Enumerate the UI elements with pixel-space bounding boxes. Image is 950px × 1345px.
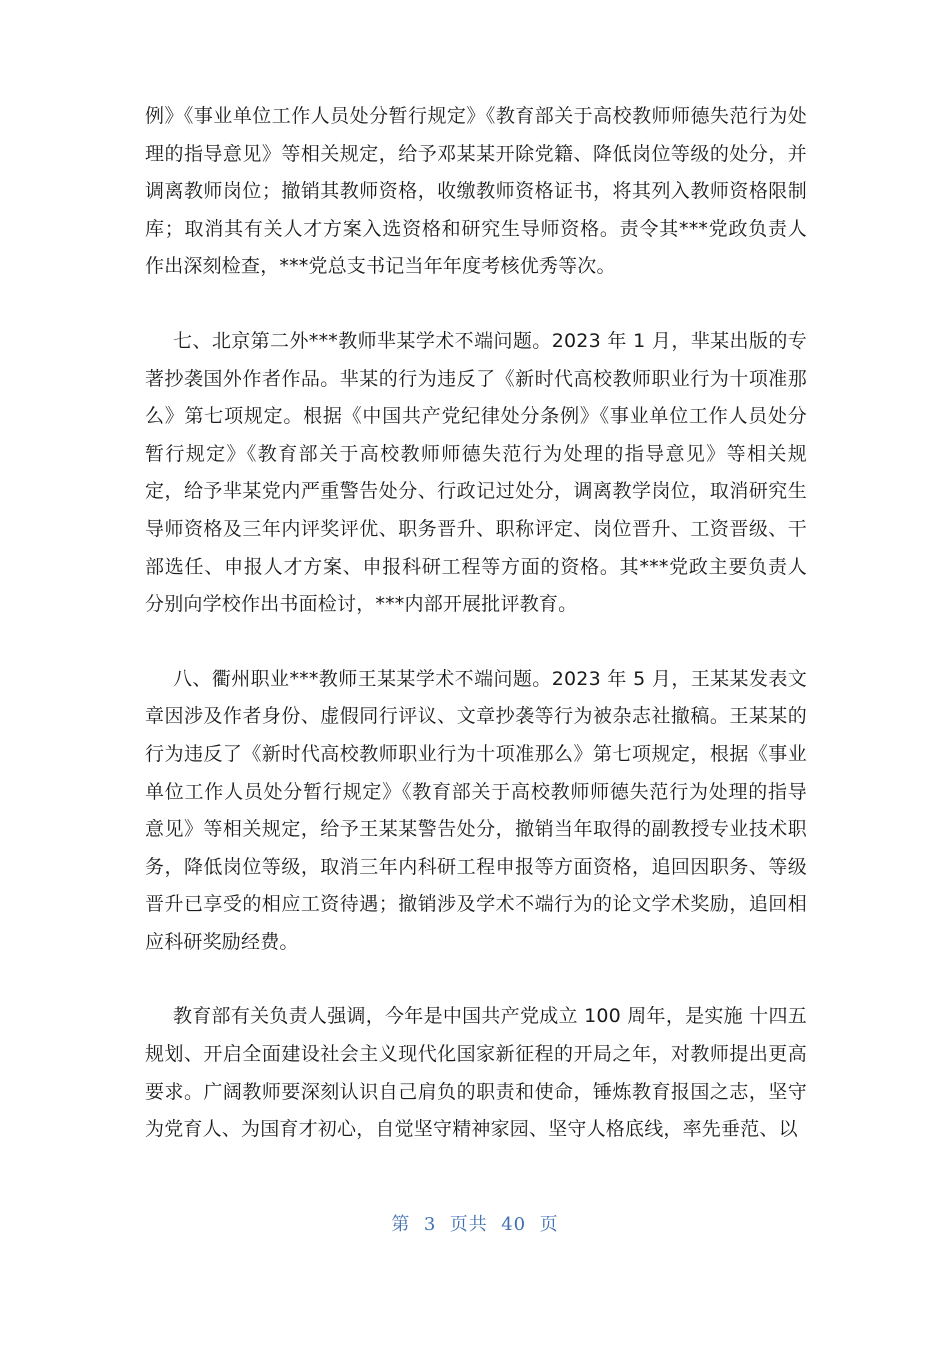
footer-middle: 页共 — [449, 1214, 488, 1235]
paragraph-4: 教育部有关负责人强调，今年是中国共产党成立 100 周年，是实施 十四五规划、开启全面建设社会主义现代化国家新征程的开局之年，对教师提出更高要求。广阔教师要深刻认识自己肩负的职责和使命，锤炼教育报国之志，坚守为党育人、为国育才初心，自觉坚守精神家园、坚守人格底线，率先垂范、以 — [145, 1005, 807, 1141]
total-pages-number: 40 — [501, 1214, 527, 1235]
footer-prefix: 第 — [391, 1214, 411, 1235]
current-page-number: 3 — [423, 1214, 437, 1235]
paragraph-3: 八、衢州职业***教师王某某学术不端问题。2023 年 5 月，王某某发表文章因涉及作者身份、虚假同行评议、文章抄袭等行为被杂志社撤稿。王某某的行为违反了《新时代高校教师职业行为十项准那么》第七项规定，根据《事业单位工作人员处分暂行规定》《教育部关于高校教师师德失范行为处理的指导意见》等相关规定，给予王某某警告处分，撤销当年取得的副教授专业技术职务，降低岗位等级，取消三年内科研工程申报等方面资格，追回因职务、等级晋升已享受的相应工资待遇；撤销涉及学术不端行为的论文学术奖励，追回相应科研奖励经费。 — [145, 667, 807, 953]
paragraph-1: 例》《事业单位工作人员处分暂行规定》《教育部关于高校教师师德失范行为处理的指导意见》等相关规定，给予邓某某开除党籍、降低岗位等级的处分，并调离教师岗位；撤销其教师资格，收缴教师资格证书，将其列入教师资格限制库；取消其有关人才方案入选资格和研究生导师资格。责令其***党政负责人作出深刻检查，***党总支书记当年年度考核优秀等次。 — [145, 105, 807, 278]
document-body — [145, 98, 807, 1186]
footer-suffix: 页 — [539, 1214, 559, 1235]
page-footer — [0, 1210, 950, 1236]
paragraph-2: 七、北京第二外***教师芈某学术不端问题。2023 年 1 月，芈某出版的专著抄袭国外作者作品。芈某的行为违反了《新时代高校教师职业行为十项准那么》第七项规定。根据《中国共产党纪律处分条例》《事业单位工作人员处分暂行规定》《教育部关于高校教师师德失范行为处理的指导意见》等相关规定，给予芈某党内严重警告处分、行政记过处分，调离教学岗位，取消研究生导师资格及三年内评奖评优、职务晋升、职称评定、岗位晋升、工资晋级、干部选任、申报人才方案、申报科研工程等方面的资格。其***党政主要负责人分别向学校作出书面检讨，***内部开展批评教育。 — [145, 329, 807, 616]
